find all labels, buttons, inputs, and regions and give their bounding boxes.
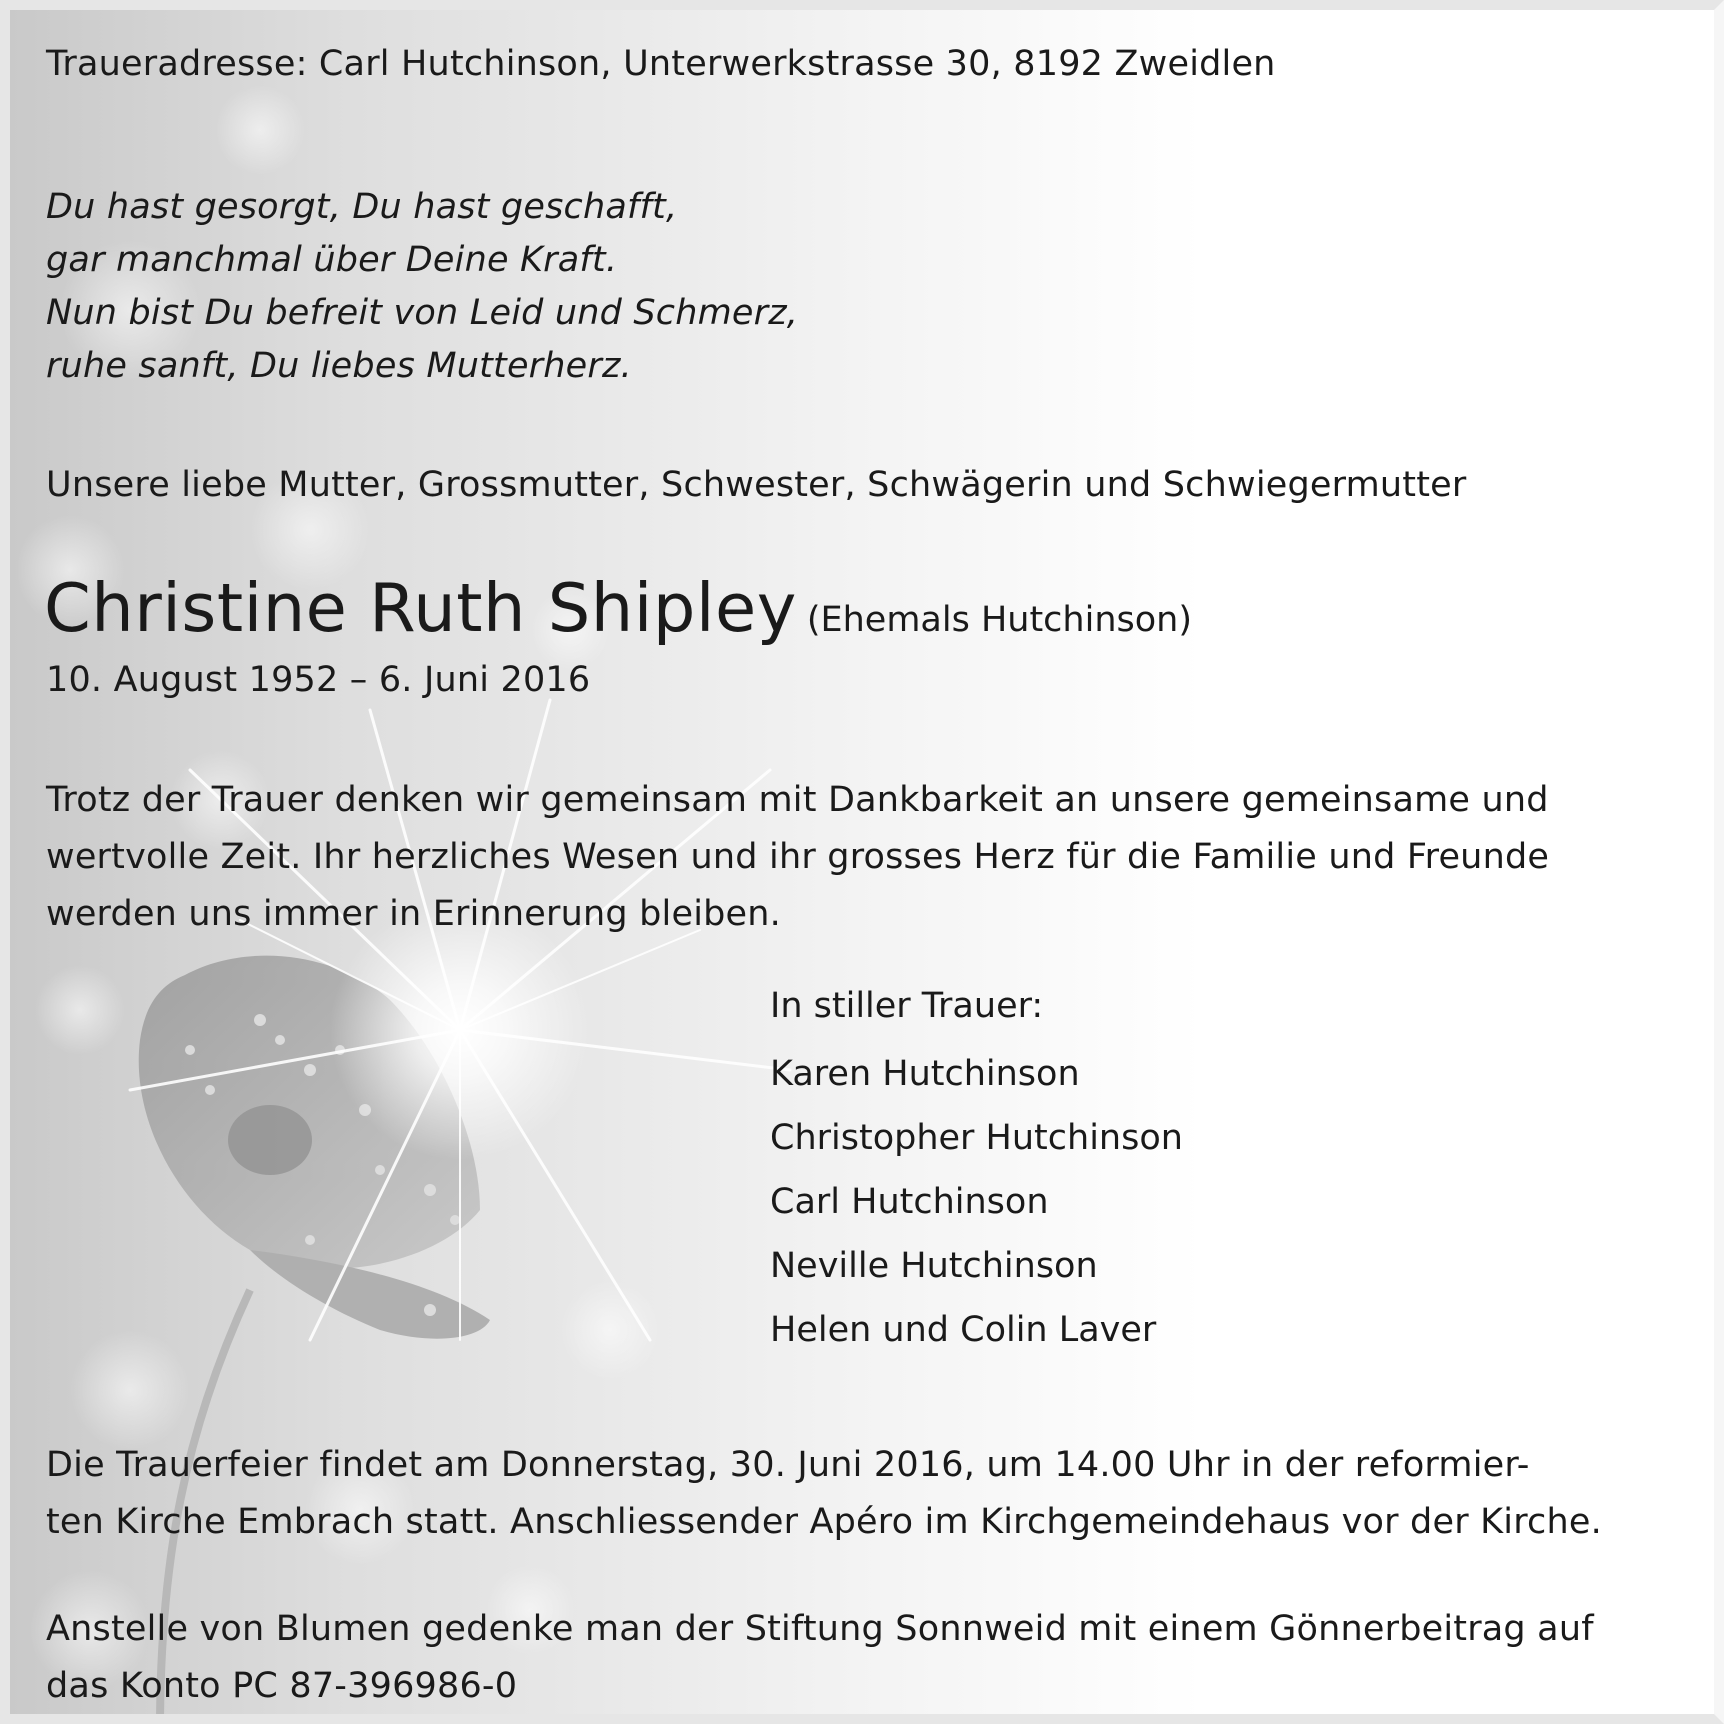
poem-line: Nun bist Du befreit von Leid und Schmerz, bbox=[46, 293, 799, 333]
poem-line: ruhe sanft, Du liebes Mutterherz. bbox=[46, 346, 632, 386]
ceremony-line: ten Kirche Embrach statt. Anschliessender Apéro im Kirchgemeindehaus vor der Kirche. bbox=[46, 1502, 1602, 1542]
maiden-name: (Ehemals Hutchinson) bbox=[806, 600, 1192, 640]
ceremony-info bbox=[46, 1437, 1602, 1551]
memorial-line: Trotz der Trauer denken wir gemeinsam mit Dankbarkeit an unsere gemeinsame und bbox=[46, 780, 1549, 820]
donation-info bbox=[46, 1601, 1594, 1715]
life-dates: 10. August 1952 – 6. Juni 2016 bbox=[46, 660, 591, 700]
donation-line: das Konto PC 87-396986-0 bbox=[46, 1666, 518, 1706]
mourner-name: Karen Hutchinson bbox=[770, 1054, 1080, 1094]
memorial-line: wertvolle Zeit. Ihr herzliches Wesen und ihr grosses Herz für die Familie und Freunde bbox=[46, 837, 1550, 877]
mourners-list bbox=[770, 1046, 1183, 1366]
mourner-name: Carl Hutchinson bbox=[770, 1182, 1049, 1222]
mourners-block bbox=[770, 978, 1183, 1366]
poem-line: Du hast gesorgt, Du hast geschafft, bbox=[46, 187, 678, 227]
ceremony-line: Die Trauerfeier findet am Donnerstag, 30. Juni 2016, um 14.00 Uhr in der reformier- bbox=[46, 1445, 1530, 1485]
deceased-name-line bbox=[44, 568, 1192, 648]
memorial-line: werden uns immer in Erinnerung bleiben. bbox=[46, 894, 781, 934]
mourners-label: In stiller Trauer: bbox=[770, 986, 1044, 1026]
poem bbox=[46, 181, 798, 393]
funeral-address: Traueradresse: Carl Hutchinson, Unterwerkstrasse 30, 8192 Zweidlen bbox=[46, 44, 1276, 84]
donation-line: Anstelle von Blumen gedenke man der Stiftung Sonnweid mit einem Gönnerbeitrag auf bbox=[46, 1609, 1594, 1649]
memorial-text bbox=[46, 772, 1549, 943]
mourner-name: Neville Hutchinson bbox=[770, 1246, 1098, 1286]
mourner-name: Helen und Colin Laver bbox=[770, 1310, 1157, 1350]
mourner-name: Christopher Hutchinson bbox=[770, 1118, 1183, 1158]
deceased-name: Christine Ruth Shipley bbox=[44, 569, 797, 647]
poem-line: gar manchmal über Deine Kraft. bbox=[46, 240, 618, 280]
intro-line: Unsere liebe Mutter, Grossmutter, Schwester, Schwägerin und Schwiegermutter bbox=[46, 465, 1467, 505]
